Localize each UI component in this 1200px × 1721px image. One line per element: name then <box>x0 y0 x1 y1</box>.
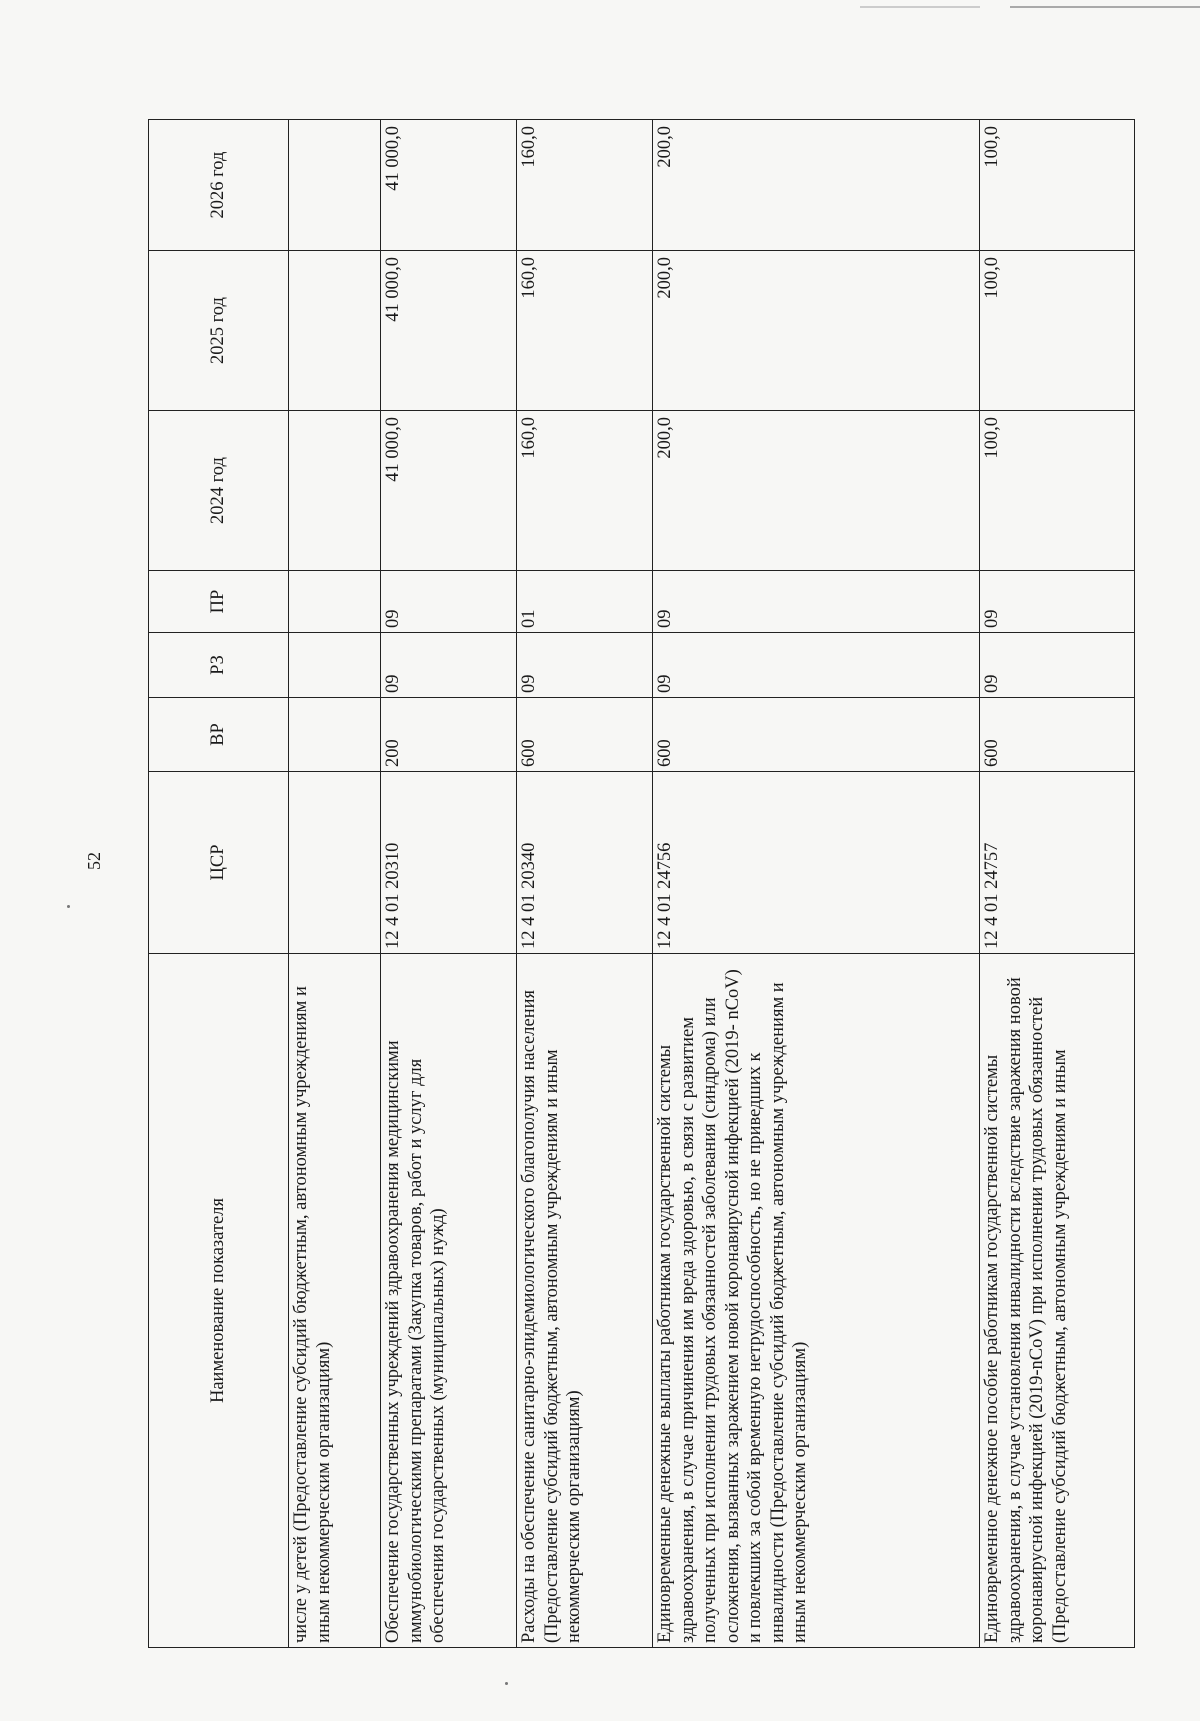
row-vr: 600 <box>653 698 980 772</box>
table-row <box>653 120 980 1648</box>
scan-top-rule-1 <box>1010 6 1200 8</box>
row-rz: 09 <box>653 633 980 698</box>
row-pr: 01 <box>517 571 653 633</box>
row-2024: 200,0 <box>653 411 980 571</box>
table-row <box>980 120 1135 1648</box>
row-pr: 09 <box>653 571 980 633</box>
row-name: Единовременное денежное пособие работникам государственной системы здравоохранения, в случае установления инвалидности вследствие заражения новой коронавирусной инфекцией (2019-nCoV) при исполнении трудовых обязанностей (Предоставление субсидий бюджетным, автономным учреждениям и иным <box>980 954 1135 1648</box>
row-2025: 100,0 <box>980 251 1135 411</box>
row-vr: 600 <box>980 698 1135 772</box>
row-name: Единовременные денежные выплаты работникам государственной системы здравоохранения, в случае причинения им вреда здоровью, в связи с развитием полученных при исполнении трудовых обязанностей заболевания (синдрома) или осложнения, вызванных заражением новой коронавирусной инфекцией (2019- nCoV) и повлекших за собой временную нетрудоспособность, но не приведших к инвалидности (Предоставление субсидий бюджетным, автономным учреждениям и иным некоммерческим организациям) <box>653 954 980 1648</box>
row-pr: 09 <box>381 571 517 633</box>
row-2025 <box>289 251 381 411</box>
scan-speck <box>67 905 70 908</box>
table-row <box>381 120 517 1648</box>
row-2024: 100,0 <box>980 411 1135 571</box>
row-rz <box>289 633 381 698</box>
row-csr: 12 4 01 20340 <box>517 772 653 954</box>
row-csr: 12 4 01 20310 <box>381 772 517 954</box>
page-number: 52 <box>84 852 104 870</box>
header-rz: РЗ <box>149 633 289 698</box>
header-2026: 2026 год <box>149 120 289 251</box>
budget-table <box>148 119 1135 1648</box>
row-vr: 200 <box>381 698 517 772</box>
table-row <box>289 120 381 1648</box>
header-2025: 2025 год <box>149 251 289 411</box>
row-csr <box>289 772 381 954</box>
row-2025: 200,0 <box>653 251 980 411</box>
row-name: Расходы на обеспечение санитарно-эпидемиологического благополучия населения (Предоставление субсидий бюджетным, автономным учреждениям и иным некоммерческим организациям) <box>517 954 653 1648</box>
header-2024: 2024 год <box>149 411 289 571</box>
row-rz: 09 <box>980 633 1135 698</box>
row-rz: 09 <box>381 633 517 698</box>
header-csr: ЦСР <box>149 772 289 954</box>
scan-speck <box>505 1682 508 1685</box>
header-pr: ПР <box>149 571 289 633</box>
row-pr: 09 <box>980 571 1135 633</box>
budget-table-rotated <box>148 120 1134 1648</box>
row-2024: 41 000,0 <box>381 411 517 571</box>
scan-top-rule-2 <box>860 6 980 8</box>
row-2025: 160,0 <box>517 251 653 411</box>
row-csr: 12 4 01 24757 <box>980 772 1135 954</box>
row-vr <box>289 698 381 772</box>
row-2026: 100,0 <box>980 120 1135 251</box>
row-2026: 41 000,0 <box>381 120 517 251</box>
table-header-row <box>149 120 289 1648</box>
header-name: Наименование показателя <box>149 954 289 1648</box>
row-vr: 600 <box>517 698 653 772</box>
row-name: числе у детей (Предоставление субсидий бюджетным, автономным учреждениям и иным некоммерческим организациям) <box>289 954 381 1648</box>
row-2024: 160,0 <box>517 411 653 571</box>
row-2024 <box>289 411 381 571</box>
row-2026: 160,0 <box>517 120 653 251</box>
row-2026 <box>289 120 381 251</box>
row-2025: 41 000,0 <box>381 251 517 411</box>
table-row <box>517 120 653 1648</box>
row-csr: 12 4 01 24756 <box>653 772 980 954</box>
header-vr: ВР <box>149 698 289 772</box>
row-pr <box>289 571 381 633</box>
row-2026: 200,0 <box>653 120 980 251</box>
row-rz: 09 <box>517 633 653 698</box>
row-name: Обеспечение государственных учреждений здравоохранения медицинскими иммунобиологическими препаратами (Закупка товаров, работ и услуг для обеспечения государственных (муниципальных) нужд) <box>381 954 517 1648</box>
